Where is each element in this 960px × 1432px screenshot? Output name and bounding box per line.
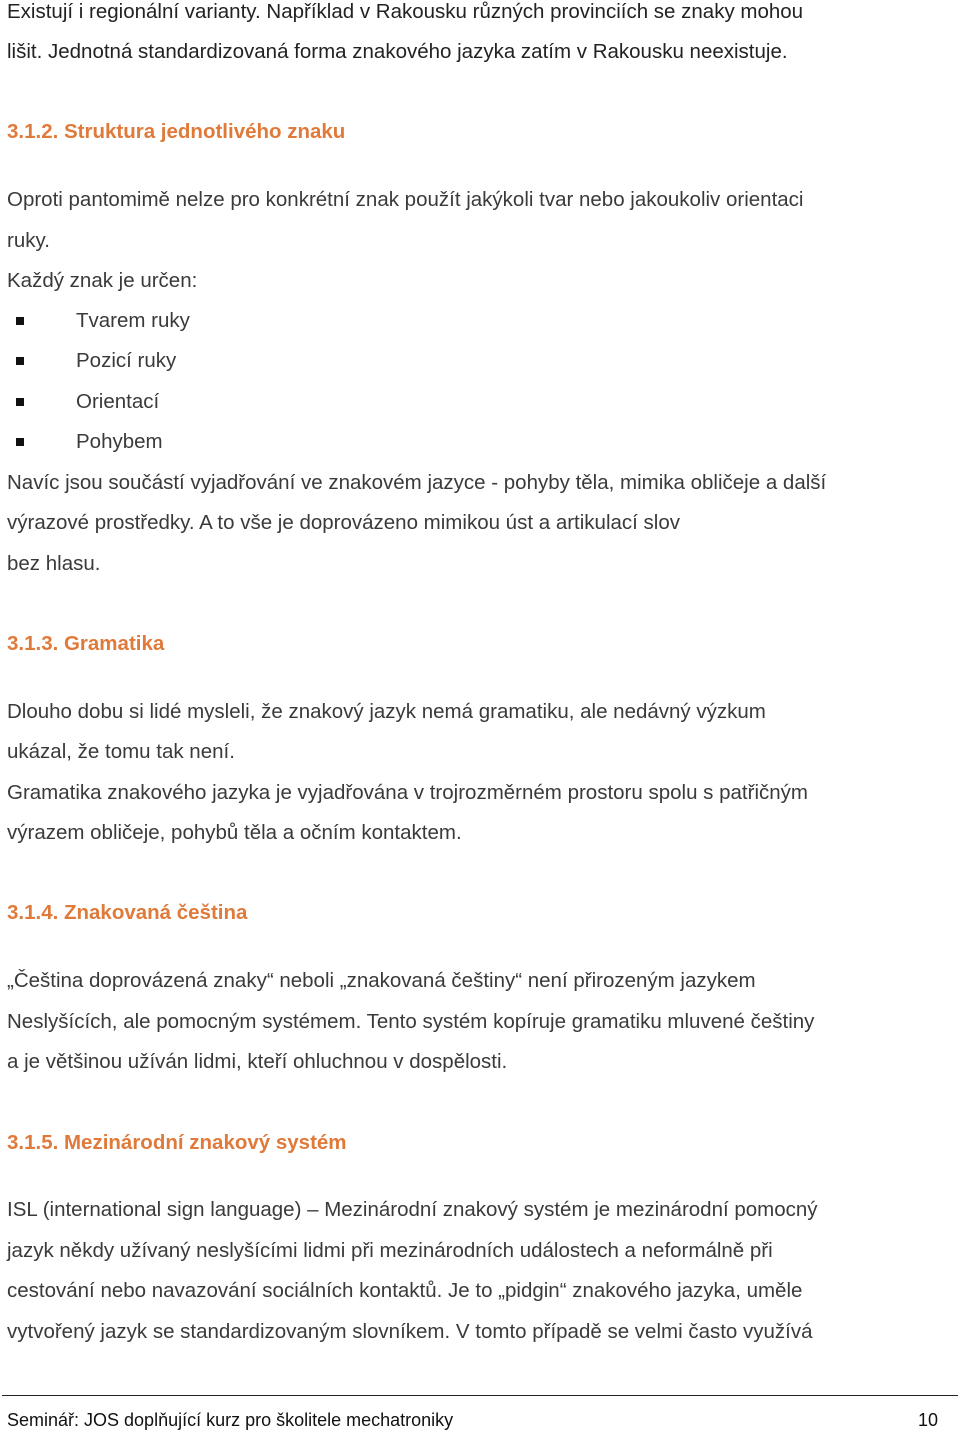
paragraph-line: Každý znak je určen: xyxy=(7,269,198,292)
paragraph-line: bez hlasu. xyxy=(7,552,101,575)
footer-divider xyxy=(2,1395,958,1396)
paragraph-line: vytvořený jazyk se standardizovaným slovníkem. V tomto případě se velmi často využívá xyxy=(7,1320,813,1343)
intro-line-2: lišit. Jednotná standardizovaná forma znakového jazyka zatím v Rakousku neexistuje. xyxy=(7,40,788,63)
paragraph-line: Navíc jsou součástí vyjadřování ve znakovém jazyce - pohyby těla, mimika obličeje a další xyxy=(7,471,827,494)
paragraph-line: ukázal, že tomu tak není. xyxy=(7,740,235,763)
paragraph-line: ISL (international sign language) – Mezinárodní znakový systém je mezinárodní pomocný xyxy=(7,1198,818,1221)
paragraph-line: výrazem obličeje, pohybů těla a očním kontaktem. xyxy=(7,821,462,844)
paragraph-line: jazyk někdy užívaný neslyšícími lidmi při mezinárodních událostech a neformálně při xyxy=(7,1239,773,1262)
list-item xyxy=(16,309,190,333)
section-heading-3-1-4: 3.1.4. Znakovaná čeština xyxy=(7,901,248,924)
list-item xyxy=(16,390,159,414)
section-heading-3-1-2: 3.1.2. Struktura jednotlivého znaku xyxy=(7,120,346,143)
list-item-label: Orientací xyxy=(76,390,160,413)
list-item xyxy=(16,349,176,373)
list-item xyxy=(16,430,163,454)
paragraph-line: a je většinou užíván lidmi, kteří ohluchnou v dospělosti. xyxy=(7,1050,508,1073)
square-bullet-icon xyxy=(16,357,24,365)
square-bullet-icon xyxy=(16,398,24,406)
footer-title: Seminář: JOS doplňující kurz pro školitele mechatroniky xyxy=(7,1410,454,1430)
square-bullet-icon xyxy=(16,317,24,325)
section-heading-3-1-3: 3.1.3. Gramatika xyxy=(7,632,165,655)
paragraph-line: Neslyšících, ale pomocným systémem. Tento systém kopíruje gramatiku mluvené češtiny xyxy=(7,1010,815,1033)
paragraph-line: Oproti pantomimě nelze pro konkrétní znak použít jakýkoli tvar nebo jakoukoliv orientaci xyxy=(7,188,804,211)
section-heading-3-1-5: 3.1.5. Mezinárodní znakový systém xyxy=(7,1131,347,1154)
paragraph-line: Gramatika znakového jazyka je vyjadřována v trojrozměrném prostoru spolu s patřičným xyxy=(7,781,808,804)
intro-line-1: Existují i regionální varianty. Například v Rakousku různých provinciích se znaky mohou xyxy=(7,0,804,23)
paragraph-line: ruky. xyxy=(7,229,50,252)
paragraph-line: „Čeština doprovázená znaky“ neboli „znakovaná češtiny“ není přirozeným jazykem xyxy=(7,969,756,992)
paragraph-line: Dlouho dobu si lidé mysleli, že znakový jazyk nemá gramatiku, ale nedávný výzkum xyxy=(7,700,766,723)
list-item-label: Pozicí ruky xyxy=(76,349,177,372)
list-item-label: Pohybem xyxy=(76,430,163,453)
page-number: 10 xyxy=(917,1410,938,1430)
list-item-label: Tvarem ruky xyxy=(76,309,190,332)
paragraph-line: cestování nebo navazování sociálních kontaktů. Je to „pidgin“ znakového jazyka, uměle xyxy=(7,1279,803,1302)
square-bullet-icon xyxy=(16,438,24,446)
paragraph-line: výrazové prostředky. A to vše je doprovázeno mimikou úst a artikulací slov xyxy=(7,511,681,534)
